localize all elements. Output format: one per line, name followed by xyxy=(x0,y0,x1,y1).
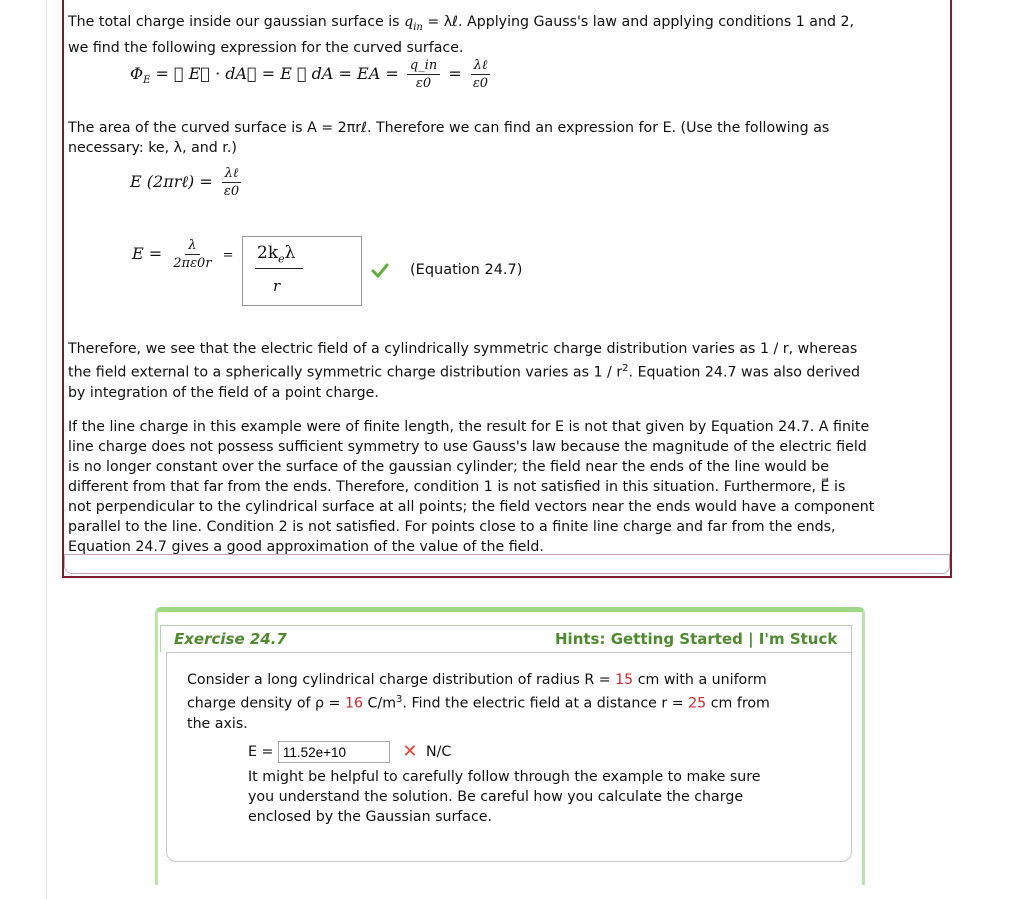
flux-equation: $\Phi_E$ = ∮ E⃗ · dA⃗ = E ∮ dA = EA = $\frac{q\_in}{\varepsilon 0}$ = $\frac{\text{λℓ}}{\varepsilon 0}$ xyxy=(130,58,494,91)
field-solution-equation: E = $\frac{\lambda}{2\pi\varepsilon 0r}$ = xyxy=(132,238,234,271)
answer-feedback: It might be helpful to carefully follow through the example to make sure you understand the solution. Be careful how you calculate the charge enclosed by the Gaussian surface. xyxy=(248,769,761,825)
answer-input[interactable] xyxy=(278,741,390,763)
paragraph-finite-length: If the line charge in this example were of finite length, the result for E is not that given by Equation 24.7. A finite line charge does not possess sufficient symmetry to use Gauss's law because the magnitude of the electric field is no longer constant over the surface of the gaussian cylinder; the field near the ends of the line would be different from that far from the ends. Therefore, condition 1 is not satisfied in this situation. Furthermore, E⃗ is not perpendicular to the cylindrical surface at all points; the field vectors near the ends would have a component parallel to the line. Condition 2 is not satisfied. For points close to a finite line charge and far from the ends, Equation 24.7 gives a good approximation of the value of the field. xyxy=(68,419,875,555)
paragraph-total-charge: The total charge inside our gaussian surface is $q_{in}$ = λℓ. Applying Gauss's law and applying conditions 1 and 2, we find the following expression for the curved surface. xyxy=(68,14,854,56)
example-panel-footer xyxy=(64,554,950,574)
answer-field-box[interactable]: $2k_e\lambda$ r xyxy=(242,236,362,306)
exercise-title: Exercise 24.7 xyxy=(174,630,287,648)
answer-row: E = 11.52e+10 ✕ N/C xyxy=(248,741,808,763)
check-icon xyxy=(371,262,389,280)
hints-links[interactable]: Hints: Getting Started | I'm Stuck xyxy=(555,630,838,648)
field-area-equation: E (2πrℓ) = $\frac{\text{λℓ}}{\varepsilon 0}$ xyxy=(130,166,245,199)
exercise-question: Consider a long cylindrical charge distribution of radius R = 15 cm with a uniform charge density of ρ = 16 $C/m^3$. Find the electric field at a distance r = 25 cm from the axis. xyxy=(187,672,770,732)
left-guide-line xyxy=(46,0,47,899)
paragraph-curved-surface: The area of the curved surface is A = 2πrℓ. Therefore we can find an expression for E. (Use the following as necessary: ke, λ, and r.) xyxy=(68,120,830,156)
equation-label: (Equation 24.7) xyxy=(410,262,523,278)
paragraph-field-variation: Therefore, we see that the electric field of a cylindrically symmetric charge distribution varies as 1 / r, whereas the field external to a spherically symmetric charge distribution varies as $1 / r^2$. Equation 24.7 was also derived by integration of the field of a point charge. xyxy=(68,341,861,401)
x-icon: ✕ xyxy=(402,741,418,762)
